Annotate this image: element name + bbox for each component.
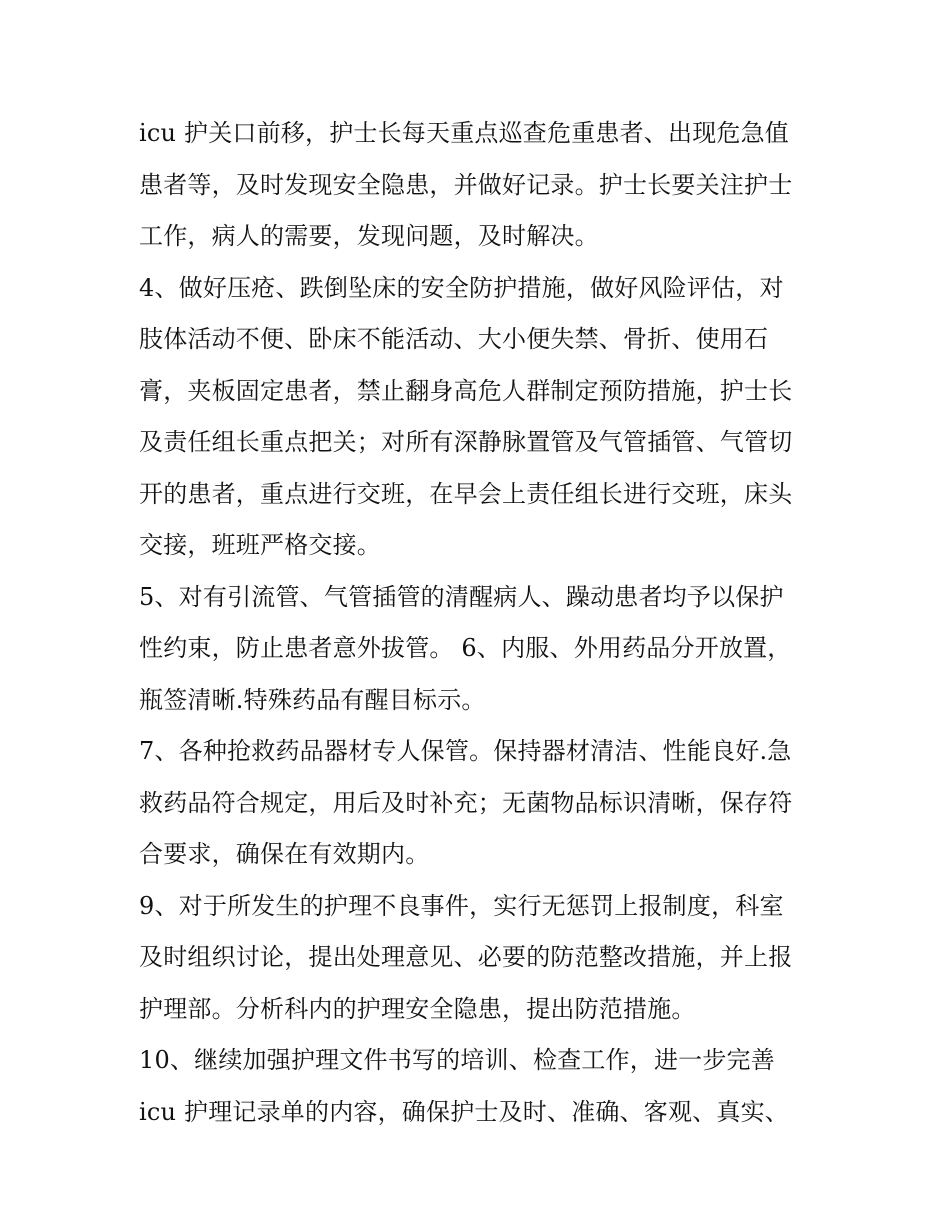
text-line: 护理部。分析科内的护理安全隐患，提出防范措施。 [139,994,696,1023]
text-line: 合要求，确保在有效期内。 [139,840,430,868]
text-line: 10、继续加强护理文件书写的培训、检查工作，进一步完善 [139,1046,775,1074]
text-line: 肢体活动不便、卧床不能活动、大小便失禁、骨折、使用石 [139,325,769,353]
text-line: 5、对有引流管、气管插管的清醒病人、躁动患者均予以保护 [139,582,784,611]
text-line: 瓶签清晰.特殊药品有醒目标示。 [139,685,486,714]
text-line: 工作，病人的需要，发现问题，及时解决。 [139,222,599,250]
text-line: 交接，班班严格交接。 [139,531,381,559]
text-line: 开的患者，重点进行交班，在早会上责任组长进行交班，床头 [139,479,793,508]
document-body [139,108,829,1138]
text-line: 9、对于所发生的护理不良事件，实行无惩罚上报制度，科室 [139,891,784,920]
text-line: icu 护理记录单的内容，确保护士及时、准确、客观、真实、 [139,1097,790,1126]
text-line: 及时组织讨论，提出处理意见、必要的防范整改措施，并上报 [139,943,793,971]
text-line: 膏，夹板固定患者，禁止翻身高危人群制定预防措施，护士长 [139,376,793,405]
text-line: icu 护关口前移，护士长每天重点巡查危重患者、出现危急值 [139,119,790,147]
text-line: 救药品符合规定，用后及时补充；无菌物品标识清晰，保存符 [139,788,793,817]
text-line: 4、做好压疮、跌倒坠床的安全防护措施，做好风险评估，对 [139,273,784,302]
text-line: 患者等，及时发现安全隐患，并做好记录。护士长要关注护士 [139,170,793,199]
text-line: 性约束，防止患者意外拔管。 6、内服、外用药品分开放置， [139,634,792,662]
text-line: 及责任组长重点把关；对所有深静脉置管及气管插管、气管切 [139,428,793,456]
text-line: 7、各种抢救药品器材专人保管。保持器材清洁、性能良好.急 [139,737,792,765]
